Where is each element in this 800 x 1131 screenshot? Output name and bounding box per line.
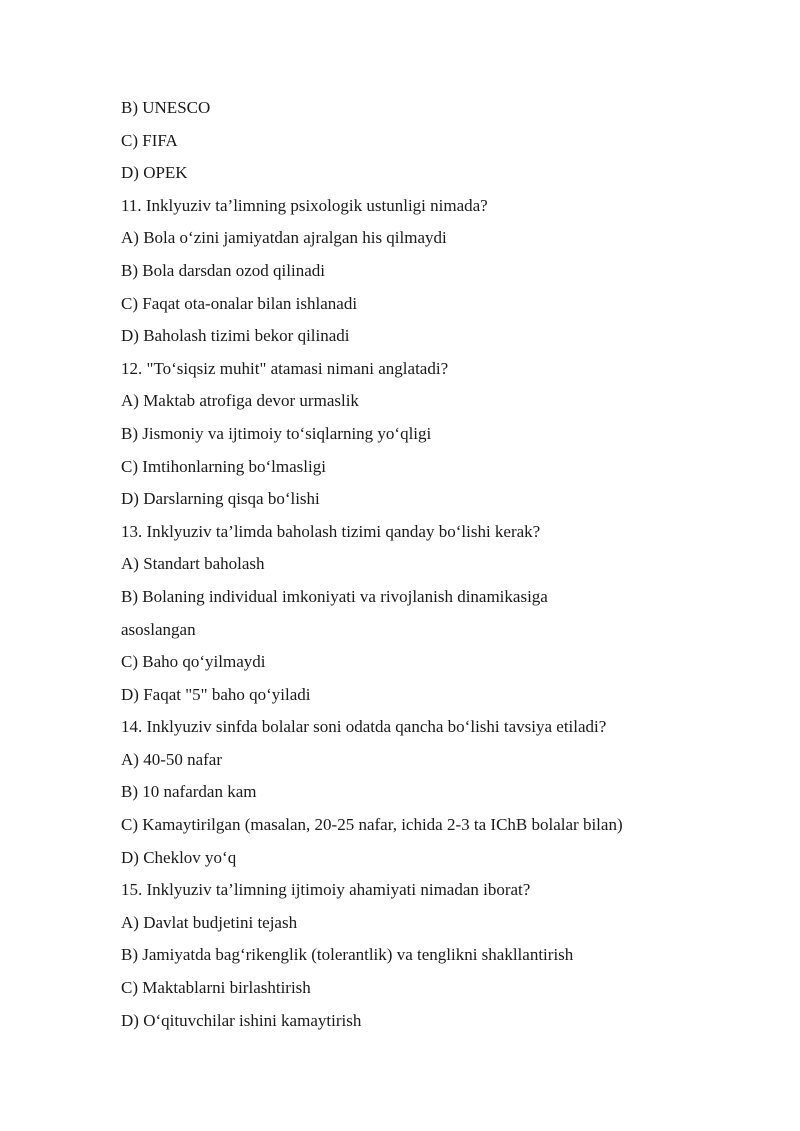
answer-option: C) FIFA [121, 130, 178, 150]
answer-option: B) Jismoniy va ijtimoiy to‘siqlarning yo‘qligi [121, 423, 432, 443]
answer-option: C) Kamaytirilgan (masalan, 20-25 nafar, ichida 2-3 ta IChB bolalar bilan) [121, 815, 623, 835]
answer-option: D) Cheklov yo‘q [121, 847, 237, 867]
answer-option: A) Maktab atrofiga devor urmaslik [121, 391, 359, 411]
answer-option: A) 40-50 nafar [121, 749, 223, 769]
quiz-content [121, 92, 681, 1037]
answer-option: A) Bola o‘zini jamiyatdan ajralgan his qilmaydi [121, 228, 447, 248]
answer-option: B) Jamiyatda bag‘rikenglik (tolerantlik) va tenglikni shakllantirish [121, 945, 574, 965]
question-14: 14. Inklyuziv sinfda bolalar soni odatda qancha bo‘lishi tavsiya etiladi? [121, 717, 607, 737]
answer-option: A) Standart baholash [121, 554, 265, 574]
answer-option: C) Baho qo‘yilmaydi [121, 652, 266, 672]
answer-option: D) Darslarning qisqa bo‘lishi [121, 489, 320, 509]
answer-option: B) Bola darsdan ozod qilinadi [121, 260, 325, 280]
question-13: 13. Inklyuziv ta’limda baholash tizimi qanday bo‘lishi kerak? [121, 521, 541, 541]
question-11: 11. Inklyuziv ta’limning psixologik ustunligi nimada? [121, 195, 488, 215]
answer-option: D) OPEK [121, 163, 188, 183]
answer-option: D) Baholash tizimi bekor qilinadi [121, 326, 350, 346]
answer-option: D) Faqat "5" baho qo‘yiladi [121, 684, 311, 704]
answer-option-continuation: asoslangan [121, 619, 196, 639]
answer-option: C) Maktablarni birlashtirish [121, 978, 311, 998]
answer-option: C) Faqat ota-onalar bilan ishlanadi [121, 293, 358, 313]
answer-option: B) UNESCO [121, 98, 211, 117]
question-12: 12. "To‘siqsiz muhit" atamasi nimani anglatadi? [121, 358, 449, 378]
answer-option: B) Bolaning individual imkoniyati va rivojlanish dinamikasiga [121, 586, 548, 606]
question-15: 15. Inklyuziv ta’limning ijtimoiy ahamiyati nimadan iborat? [121, 880, 531, 900]
answer-option: B) 10 nafardan kam [121, 782, 257, 802]
answer-option: A) Davlat budjetini tejash [121, 912, 298, 932]
answer-option: C) Imtihonlarning bo‘lmasligi [121, 456, 326, 476]
answer-option: D) O‘qituvchilar ishini kamaytirish [121, 1010, 362, 1030]
